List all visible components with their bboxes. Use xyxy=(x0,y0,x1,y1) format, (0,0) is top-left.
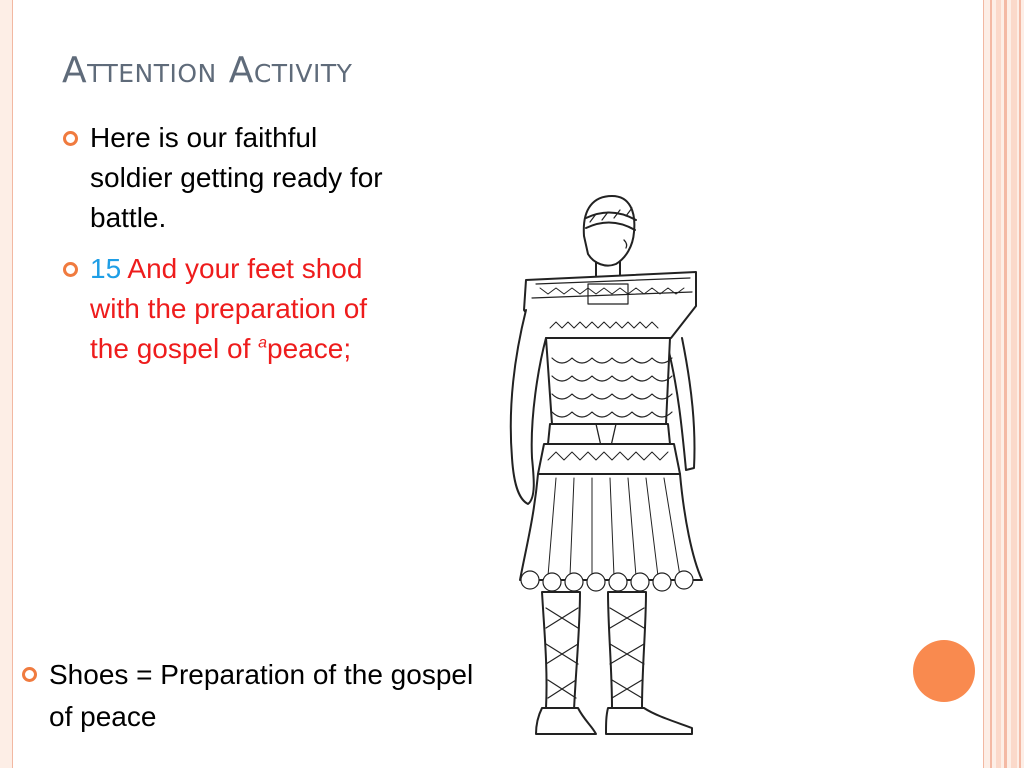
bullet-ring-icon xyxy=(63,262,78,277)
verse-number: 15 xyxy=(90,253,122,284)
bullet-text: Here is our faithful soldier getting ready for battle. xyxy=(90,122,383,233)
summary-bullet xyxy=(22,654,482,738)
verse-text-end: peace; xyxy=(267,333,352,364)
verse-text: And your feet shod with the preparation of the gospel of xyxy=(90,253,368,364)
decorative-stripe xyxy=(1019,0,1021,768)
decorative-stripe xyxy=(1004,0,1007,768)
decorative-stripe xyxy=(990,0,992,768)
bullet-ring-icon xyxy=(22,667,37,682)
accent-circle xyxy=(913,640,975,702)
bullet-ring-icon xyxy=(63,131,78,146)
slide-title: Attention Activity xyxy=(62,50,353,91)
bullet-item xyxy=(63,118,383,238)
footnote-marker: a xyxy=(258,334,268,352)
scripture-text xyxy=(90,249,383,369)
decorative-stripe xyxy=(1011,0,1017,768)
summary-text: Shoes = Preparation of the gospel of peace xyxy=(49,659,474,732)
decorative-stripe xyxy=(996,0,1001,768)
soldier-illustration xyxy=(496,188,716,738)
scripture-bullet xyxy=(63,249,383,369)
